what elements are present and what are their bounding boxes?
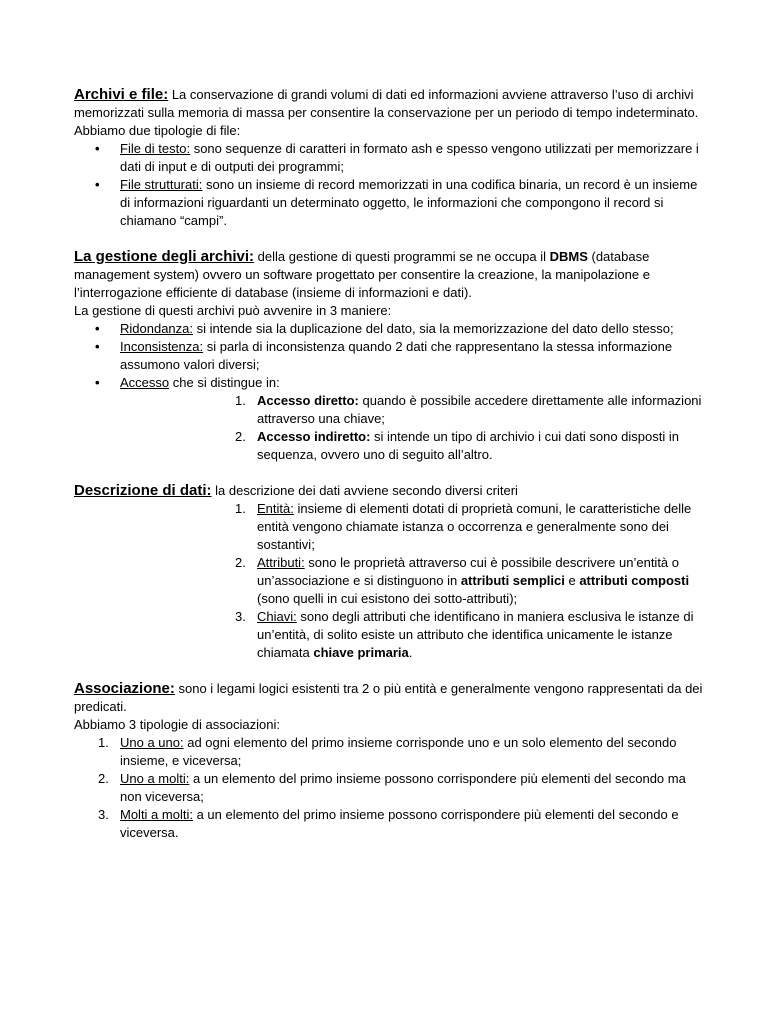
list-item: 2. Uno a molti: a un elemento del primo insieme possono corrispondere più elementi del secondo ma non viceversa; xyxy=(98,771,686,804)
list-lead: Abbiamo 3 tipologie di associazioni: xyxy=(74,717,280,732)
section-archivi-e-file xyxy=(74,86,708,230)
list-item: 2. Attributi: sono le proprietà attraverso cui è possibile descrivere un’entità o un’associazione e si distinguono in attributi semplici e attributi composti (sono quelli in cui esistono dei sotto-attributi); xyxy=(235,555,690,606)
list-item: • Accesso che si distingue in: xyxy=(120,374,708,392)
numbered-list xyxy=(74,392,708,464)
list-item: • Inconsistenza: si parla di inconsistenza quando 2 dati che rappresentano la stessa informazione assumono valori diversi; xyxy=(120,338,708,374)
list-item: 3. Molti a molti: a un elemento del primo insieme possono corrispondere più elementi del secondo e viceversa. xyxy=(98,807,679,840)
list-item: 1. Uno a uno: ad ogni elemento del primo insieme corrisponde uno e un solo elemento del secondo insieme, e viceversa; xyxy=(98,735,677,768)
section-gestione-archivi xyxy=(74,248,708,464)
bullet-list xyxy=(74,320,708,392)
section-intro: La gestione degli archivi: della gestione di questi programmi se ne occupa il DBMS (database management system) ovvero un software progettato per consentire la creazione, la manipolazione e l’interrogazione efficiente di database (insieme di informazioni e dati). xyxy=(74,248,650,300)
list-item: • File di testo: sono sequenze di caratteri in formato ash e spesso vengono utilizzati per memorizzare i dati di input e di outputi dei programmi; xyxy=(120,140,708,176)
section-heading: Associazione: xyxy=(74,680,175,697)
list-item: 2. Accesso indiretto: si intende un tipo di archivio i cui dati sono disposti in sequenza, ovvero uno di seguito all’altro. xyxy=(235,429,679,462)
section-descrizione-dati xyxy=(74,482,708,662)
section-intro: Associazione: sono i legami logici esistenti tra 2 o più entità e generalmente vengono rappresentati da dei predicati. xyxy=(74,680,703,714)
list-lead: La gestione di questi archivi può avvenire in 3 maniere: xyxy=(74,303,392,318)
numbered-list xyxy=(74,734,708,842)
list-item: • File strutturati: sono un insieme di record memorizzati in una codifica binaria, un record è un insieme di informazioni riguardanti un determinato oggetto, le informazioni che compongono il record si chiamano “campi”. xyxy=(120,176,708,230)
list-item: • Ridondanza: si intende sia la duplicazione del dato, sia la memorizzazione del dato dello stesso; xyxy=(120,320,708,338)
section-intro: Archivi e file: La conservazione di grandi volumi di dati ed informazioni avviene attraverso l’uso di archivi memorizzati sulla memoria di massa per consentire la conservazione per un periodo di tempo indeterminato. xyxy=(74,86,699,120)
section-intro: Descrizione di dati: la descrizione dei dati avviene secondo diversi criteri xyxy=(74,482,518,499)
section-heading: Archivi e file: xyxy=(74,86,169,103)
list-item: 1. Entità: insieme di elementi dotati di proprietà comuni, le caratteristiche delle entità vengono chiamate istanza o occorrenza e generalmente sono dei sostantivi; xyxy=(235,501,692,552)
list-item: 1. Accesso diretto: quando è possibile accedere direttamente alle informazioni attraverso una chiave; xyxy=(235,393,702,426)
list-lead: Abbiamo due tipologie di file: xyxy=(74,123,241,138)
section-associazione xyxy=(74,680,708,842)
bullet-list xyxy=(74,140,708,230)
list-item: 3. Chiavi: sono degli attributi che identificano in maniera esclusiva le istanze di un’entità, di solito esiste un attributo che identifica unicamente le istanze chiamata chiave primaria. xyxy=(235,609,694,660)
section-heading: Descrizione di dati: xyxy=(74,482,212,499)
numbered-list xyxy=(74,500,708,662)
section-heading: La gestione degli archivi: xyxy=(74,248,255,265)
